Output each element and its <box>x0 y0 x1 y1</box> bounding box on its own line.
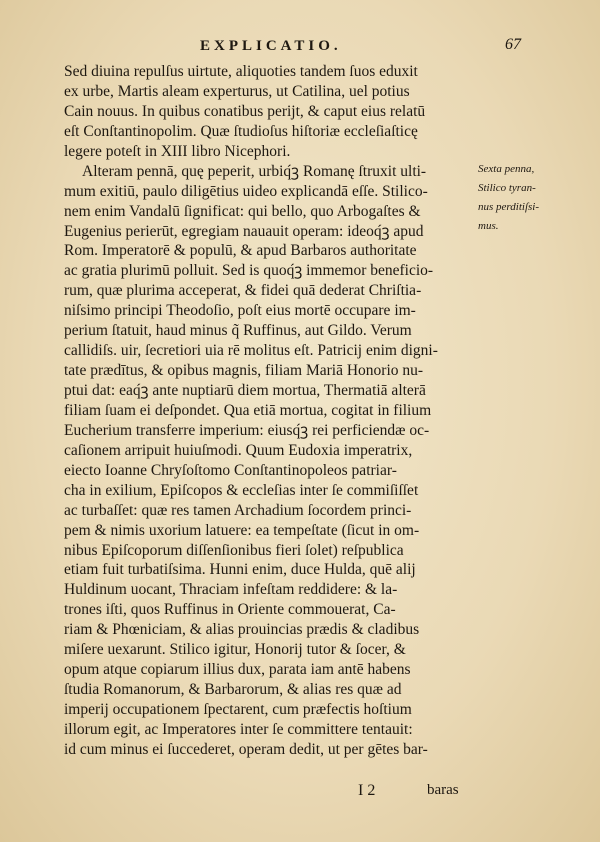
text-line: miſere uexarunt. Stilico igitur, Honorij tutor & ſocer, & <box>64 641 406 659</box>
body-text <box>64 62 476 760</box>
text-line: ac gratia plurimū polluit. Sed is quoq́ꝫ immemor beneficio- <box>64 262 434 280</box>
text-line: nem enim Vandalū ſignificat: qui bello, quo Arbogaſtes & <box>64 202 421 220</box>
text-line: ſtudia Romanorum, & Barbarorum, & alias res quæ ad <box>64 681 402 699</box>
text-line: perium ſtatuit, haud minus q̃ Ruffinus, aut Gildo. Verum <box>64 322 412 340</box>
text-line: Cain nouus. In quibus conatibus perijt, & caput eius relatū <box>64 102 426 120</box>
text-line: eſt Conſtantinopolim. Quæ ſtudioſus hiſtoriæ eccleſiaſticę <box>64 122 418 140</box>
text-line: id cum minus ei ſuccederet, operam dedit, ut per gētes bar- <box>64 740 428 758</box>
page-footer <box>0 782 600 804</box>
text-line: rum, quæ plurima acceperat, & fidei quā dederat Chriſtia- <box>64 282 422 300</box>
text-line: niſsimo principi Theodoſio, poſt eius mortē occupare im- <box>64 302 416 320</box>
running-head: EXPLICATIO. <box>200 38 342 54</box>
marginal-note <box>478 160 598 236</box>
text-line: ex urbe, Martis aleam experturus, ut Catilina, uel potius <box>64 82 410 100</box>
marginal-note-line: nus perditiſsi- <box>478 201 540 213</box>
text-line: callidiſs. uir, ſecretiori uia rē molitus eſt. Patricij enim digni- <box>64 342 438 360</box>
text-line: Rom. Imperatorē & populū, & apud Barbaros authoritate <box>64 242 417 260</box>
text-line: mum exitiū, paulo diligētius uideo explicandā eſſe. Stilico- <box>64 182 428 200</box>
text-line: Sed diuina repulſus uirtute, aliquoties tandem ſuos eduxit <box>64 63 418 80</box>
text-line: Alteram pennā, quę peperit, urbiq́ꝫ Romanę ſtruxit ulti- <box>82 162 427 180</box>
text-line: etiam fuit turbatiſsima. Hunni enim, duce Hulda, quē alij <box>64 561 416 579</box>
page-header <box>0 38 600 60</box>
text-line: cha in exilium, Epiſcopos & eccleſias inter ſe commiſiſſet <box>64 481 419 499</box>
text-line: legere poteſt in XIII libro Nicephori. <box>64 142 291 160</box>
text-line: Eugenius perierūt, egregiam nauauit operam: ideoq́ꝫ apud <box>64 222 424 240</box>
text-line: filiam ſuam ei deſpondet. Qua etiā mortua, cogitat in filium <box>64 401 432 419</box>
text-line: caſionem arripuit huiuſmodi. Quum Eudoxia imperatrix, <box>64 441 413 459</box>
text-line: pem & nimis uxorium latuere: ea tempeſtate (ſicut in om- <box>64 521 420 539</box>
text-line: nibus Epiſcoporum diſſenſionibus fieri ſolet) reſpublica <box>64 541 404 559</box>
signature-mark: I 2 <box>358 782 376 799</box>
text-line: riam & Phœniciam, & alias prouincias prædis & cladibus <box>64 621 420 639</box>
text-line: trones iſti, quos Ruffinus in Oriente commouerat, Ca- <box>64 601 396 619</box>
marginal-note-line: Stilico tyran- <box>478 182 536 194</box>
text-line: eiecto Ioanne Chryſoſtomo Conſtantinopoleos patriar- <box>64 461 397 479</box>
text-line: imperij occupationem ſpectarent, cum præfectis hoſtium <box>64 701 412 718</box>
marginal-note-line: Sexta penna, <box>478 163 535 175</box>
marginal-note-line: mus. <box>478 220 499 232</box>
text-line: opum atque copiarum illius dux, parata iam antē habens <box>64 661 411 679</box>
text-line: Huldinum uocant, Thraciam infeſtam reddidere: & la- <box>64 581 398 599</box>
text-line: ac turbaſſet: quæ res tamen Archadium ſocordem princi- <box>64 501 412 519</box>
text-line: illorum egit, ac Imperatores inter ſe committere tentauit: <box>64 720 413 738</box>
text-line: Eucherium transferre imperium: eiusq́ꝫ rei perficiendæ oc- <box>64 421 430 439</box>
catchword: baras <box>427 782 459 798</box>
text-line: tate prædītus, & opibus magnis, filiam Mariā Honorio nu- <box>64 362 424 380</box>
text-line: ptui dat: eaq́ꝫ ante nuptiarū diem mortua, Thermatiā alterā <box>64 382 426 399</box>
page-number: 67 <box>505 36 521 53</box>
